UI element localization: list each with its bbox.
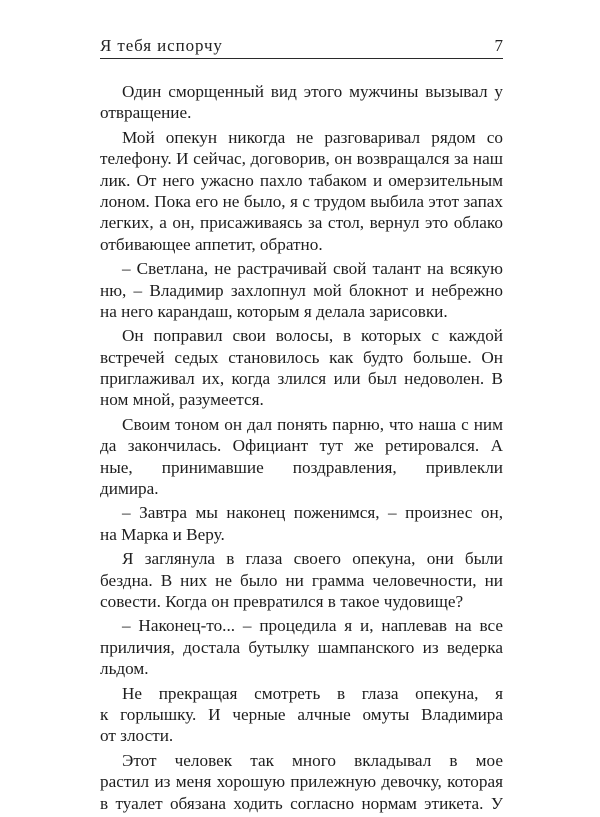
text-line: Этот человек так много вкладывал в мое [122,750,503,770]
text-line: лик. От него ужасно пахло табаком и омерзительным [100,170,503,190]
text-body [100,81,503,817]
text-line: Я заглянула в глаза своего опекуна, они были [122,549,503,569]
page-number: 7 [494,36,503,55]
text-line: Своим тоном он дал понять парню, что наша с ним [122,414,503,434]
text-line: Не прекращая смотреть в глаза опекуна, я [122,683,503,703]
text-line: да закончилась. Официант тут же ретировался. А [100,436,503,456]
text-line: ные, принимавшие поздравления, привлекли [100,457,503,477]
text-line: лоном. Пока его не было, я с трудом выбила этот запах [100,191,503,211]
text-line: от злости. [100,726,174,746]
text-line: на Марка и Веру. [100,524,225,544]
text-line: Он поправил свои волосы, в которых с каждой [122,326,503,346]
text-line: телефону. И сейчас, договорив, он возвращался за наш [100,149,503,169]
paragraph [100,325,503,411]
text-line: ню, – Владимир захлопнул мой блокнот и небрежно [100,280,503,300]
paragraph [100,414,503,500]
text-line: к горлышку. И черные алчные омуты Владимира [100,704,503,724]
text-line: на него карандаш, которым я делала зарисовки. [100,301,448,321]
text-line: совести. Когда он превратился в такое чудовище? [100,591,464,611]
text-line: ном мной, разумеется. [100,390,264,410]
paragraph [100,258,503,322]
text-line: Один сморщенный вид этого мужчины вызывал у [122,82,503,101]
paragraph [100,683,503,747]
text-line: льдом. [100,659,149,679]
text-line: димира. [100,479,159,499]
text-line: в туалет обязана ходить согласно нормам этикета. У [100,793,503,813]
text-line: бездна. В них не было ни грамма человечности, ни [100,570,503,590]
text-line: отбивающее аппетит, обратно. [100,234,323,254]
running-header [100,34,503,59]
text-line: встречей седых становилось как будто больше. Он [100,347,503,367]
paragraph [100,127,503,255]
text-line: приглаживал их, когда злился или был недоволен. В [100,369,503,389]
text-line: растил из меня хорошую прилежную девочку, которая [100,772,503,792]
text-line: – Наконец-то... – процедила я и, наплевав на все [122,616,503,636]
text-line: – Завтра мы наконец поженимся, – произнес он, [122,503,503,523]
paragraph [100,750,503,814]
paragraph [100,81,503,124]
text-line: – Светлана, не растрачивай свой талант на всякую [122,259,503,279]
text-line: отвращение. [100,103,192,123]
text-line: приличия, достала бутылку шампанского из ведерка [100,637,503,657]
paragraph [100,502,503,545]
text-line: Мой опекун никогда не разговаривал рядом со [122,127,503,147]
book-title: Я тебя испорчу [100,36,223,55]
text-line: легких, а он, присаживаясь за стол, вернул это облако [100,213,503,233]
paragraph [100,615,503,679]
paragraph [100,548,503,612]
